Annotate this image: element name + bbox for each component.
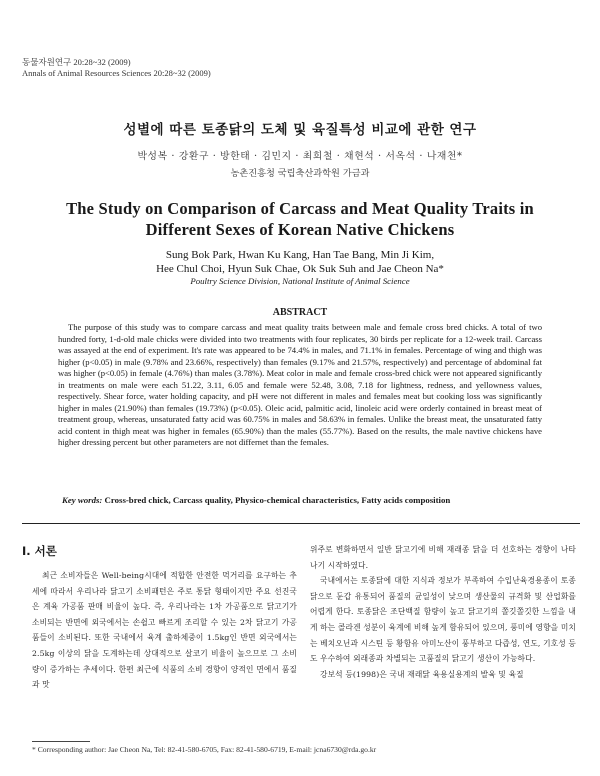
keywords-text: Cross-bred chick, Carcass quality, Physico-chemical characteristics, Fatty acids composition (102, 495, 451, 505)
abstract-text: The purpose of this study was to compare carcass and meat quality traits between male and female cross bred chicks. A total of two hundred forty, 1-d-old male chicks were divided into two treatments with four replicates, 30 birds per replicate for a 12-week trail. Carcass was assayed at the end of experiment. It's rate was appeared to be 74.4% in males, and 71.1% in females. Percentage of wing and thigh was higher (p<0.05) in male (9.78% and 23.66%, respectively) than females (9.17% and 21.57%, respectively) and percentage of abdominal fat was higher (p<0.05) in female (4.76%) than males (3.78%). Meat color in male and female cross-bred chick were not appeared significantly in treatments on male were each 51.22, 3.11, 6.05 and female were 52.48, 3.08, 7.18 for lightness, redness, and yellowness values, respectively. Shear force, water holding capacity, and pH were not different in males and females meat but cooking loss was significantly higher in males (21.90%) than females (19.73%) (p<0.05). Oleic acid, palmitic acid, linoleic acid were orderly contained in breast meat of treatment group, whereas, unsaturated fatty acid was 60.75% in males and 58.63% in females. Unlike the breast meat, the unsaturated fatty acid content in thigh meat was higher in females (65.90%) than the males (55.77%). Based on the results, the male navtive chickens have higher dressing percent but other parameters are not differnet than the females. (58, 322, 542, 447)
intro-paragraph-3: 강보석 등(1998)은 국내 재래닭 육용실용계의 발육 및 육질 (320, 669, 524, 679)
footnote-rule (32, 741, 90, 742)
keywords (62, 495, 542, 505)
korean-authors: 박성복 · 강환구 · 방한태 · 김민지 · 최희철 · 채현석 · 서옥석 · 나재천* (137, 151, 463, 162)
korean-title: 성별에 따른 토종닭의 도체 및 육질특성 비교에 관한 연구 (123, 122, 477, 138)
english-authors-line2: Hee Chul Choi, Hyun Suk Chae, Ok Suk Suh and Jae Cheon Na* (156, 263, 444, 275)
right-column (310, 542, 576, 682)
intro-paragraph-1: 최근 소비자들은 Well-being시대에 적합한 안전한 먹거리를 요구하는 추세에 따라서 우리나라 닭고기 소비패턴은 주로 통닭 형태이지만 주요 선진국은 계육 가공품 판매 비율이 높다. 즉, 우리나라는 1차 가공품으로 닭고기가 소비되는 반면에 외국에서는 손쉽고 빠르게 조리할 수 있는 2차 닭고기 가공품들이 소비된다. 또한 국내에서 육계 출하체중이 1.5kg인 반면 외국에서는 2.5kg 이상의 닭을 도계하는데 상대적으로 살코기 비율이 높으므로 그 소비량이 증가하는 추세이다. 한편 최근에 식품의 소비 경향이 양적인 면에서 품질과 맛 (32, 571, 297, 690)
section-divider (22, 523, 580, 524)
english-authors-line1: Sung Bok Park, Hwan Ku Kang, Han Tae Bang, Min Ji Kim, (165, 249, 435, 261)
korean-affiliation: 농촌진흥청 국립축산과학원 가금과 (230, 168, 370, 179)
abstract-heading: ABSTRACT (272, 307, 328, 318)
english-affiliation: Poultry Science Division, National Institute of Animal Science (190, 276, 410, 286)
english-title-line2: Different Sexes of Korean Native Chickens (145, 220, 455, 239)
corresponding-author-footnote: * Corresponding author: Jae Cheon Na, Tel: 82-41-580-6705, Fax: 82-41-580-6719, E-mail: jcna6730@rda.go.kr (32, 745, 377, 754)
english-title-line1: The Study on Comparison of Carcass and Meat Quality Traits in (66, 199, 534, 218)
left-column (32, 568, 297, 693)
journal-header-ko: 동물자원연구 20:28~32 (2009) (22, 57, 131, 67)
intro-paragraph-continued: 위주로 변화하면서 일반 닭고기에 비해 재래종 닭을 더 선호하는 경향이 나타나기 시작하였다. (310, 545, 576, 570)
english-authors (0, 248, 600, 276)
english-title (0, 198, 600, 240)
section-heading-introduction: I. 서론 (22, 544, 57, 558)
intro-paragraph-2: 국내에서는 토종닭에 대한 지식과 정보가 부족하여 수입난육경용종이 토종닭으로 둔갑 유통되어 품질의 균일성이 낮으며 생산물의 규격화 및 산업화를 어렵게 한다. 토종닭은 조단백질 함량이 높고 닭고기의 쫄깃쫄깃한 느낌을 내게 하는 콜라겐 성분이 육계에 비해 높게 함유되어 있으며, 풍미에 영향을 미치는 베치오닌과 시스틴 등 황함유 아미노산이 풍부하고 다즙성, 연도, 기호성 등도 우수하여 외래종과 차별되는 고품질의 닭고기 생산이 가능하다. (310, 576, 576, 664)
keywords-label: Key words: (62, 495, 103, 505)
journal-header-en: Annals of Animal Resources Sciences 20:28~32 (2009) (22, 68, 211, 78)
